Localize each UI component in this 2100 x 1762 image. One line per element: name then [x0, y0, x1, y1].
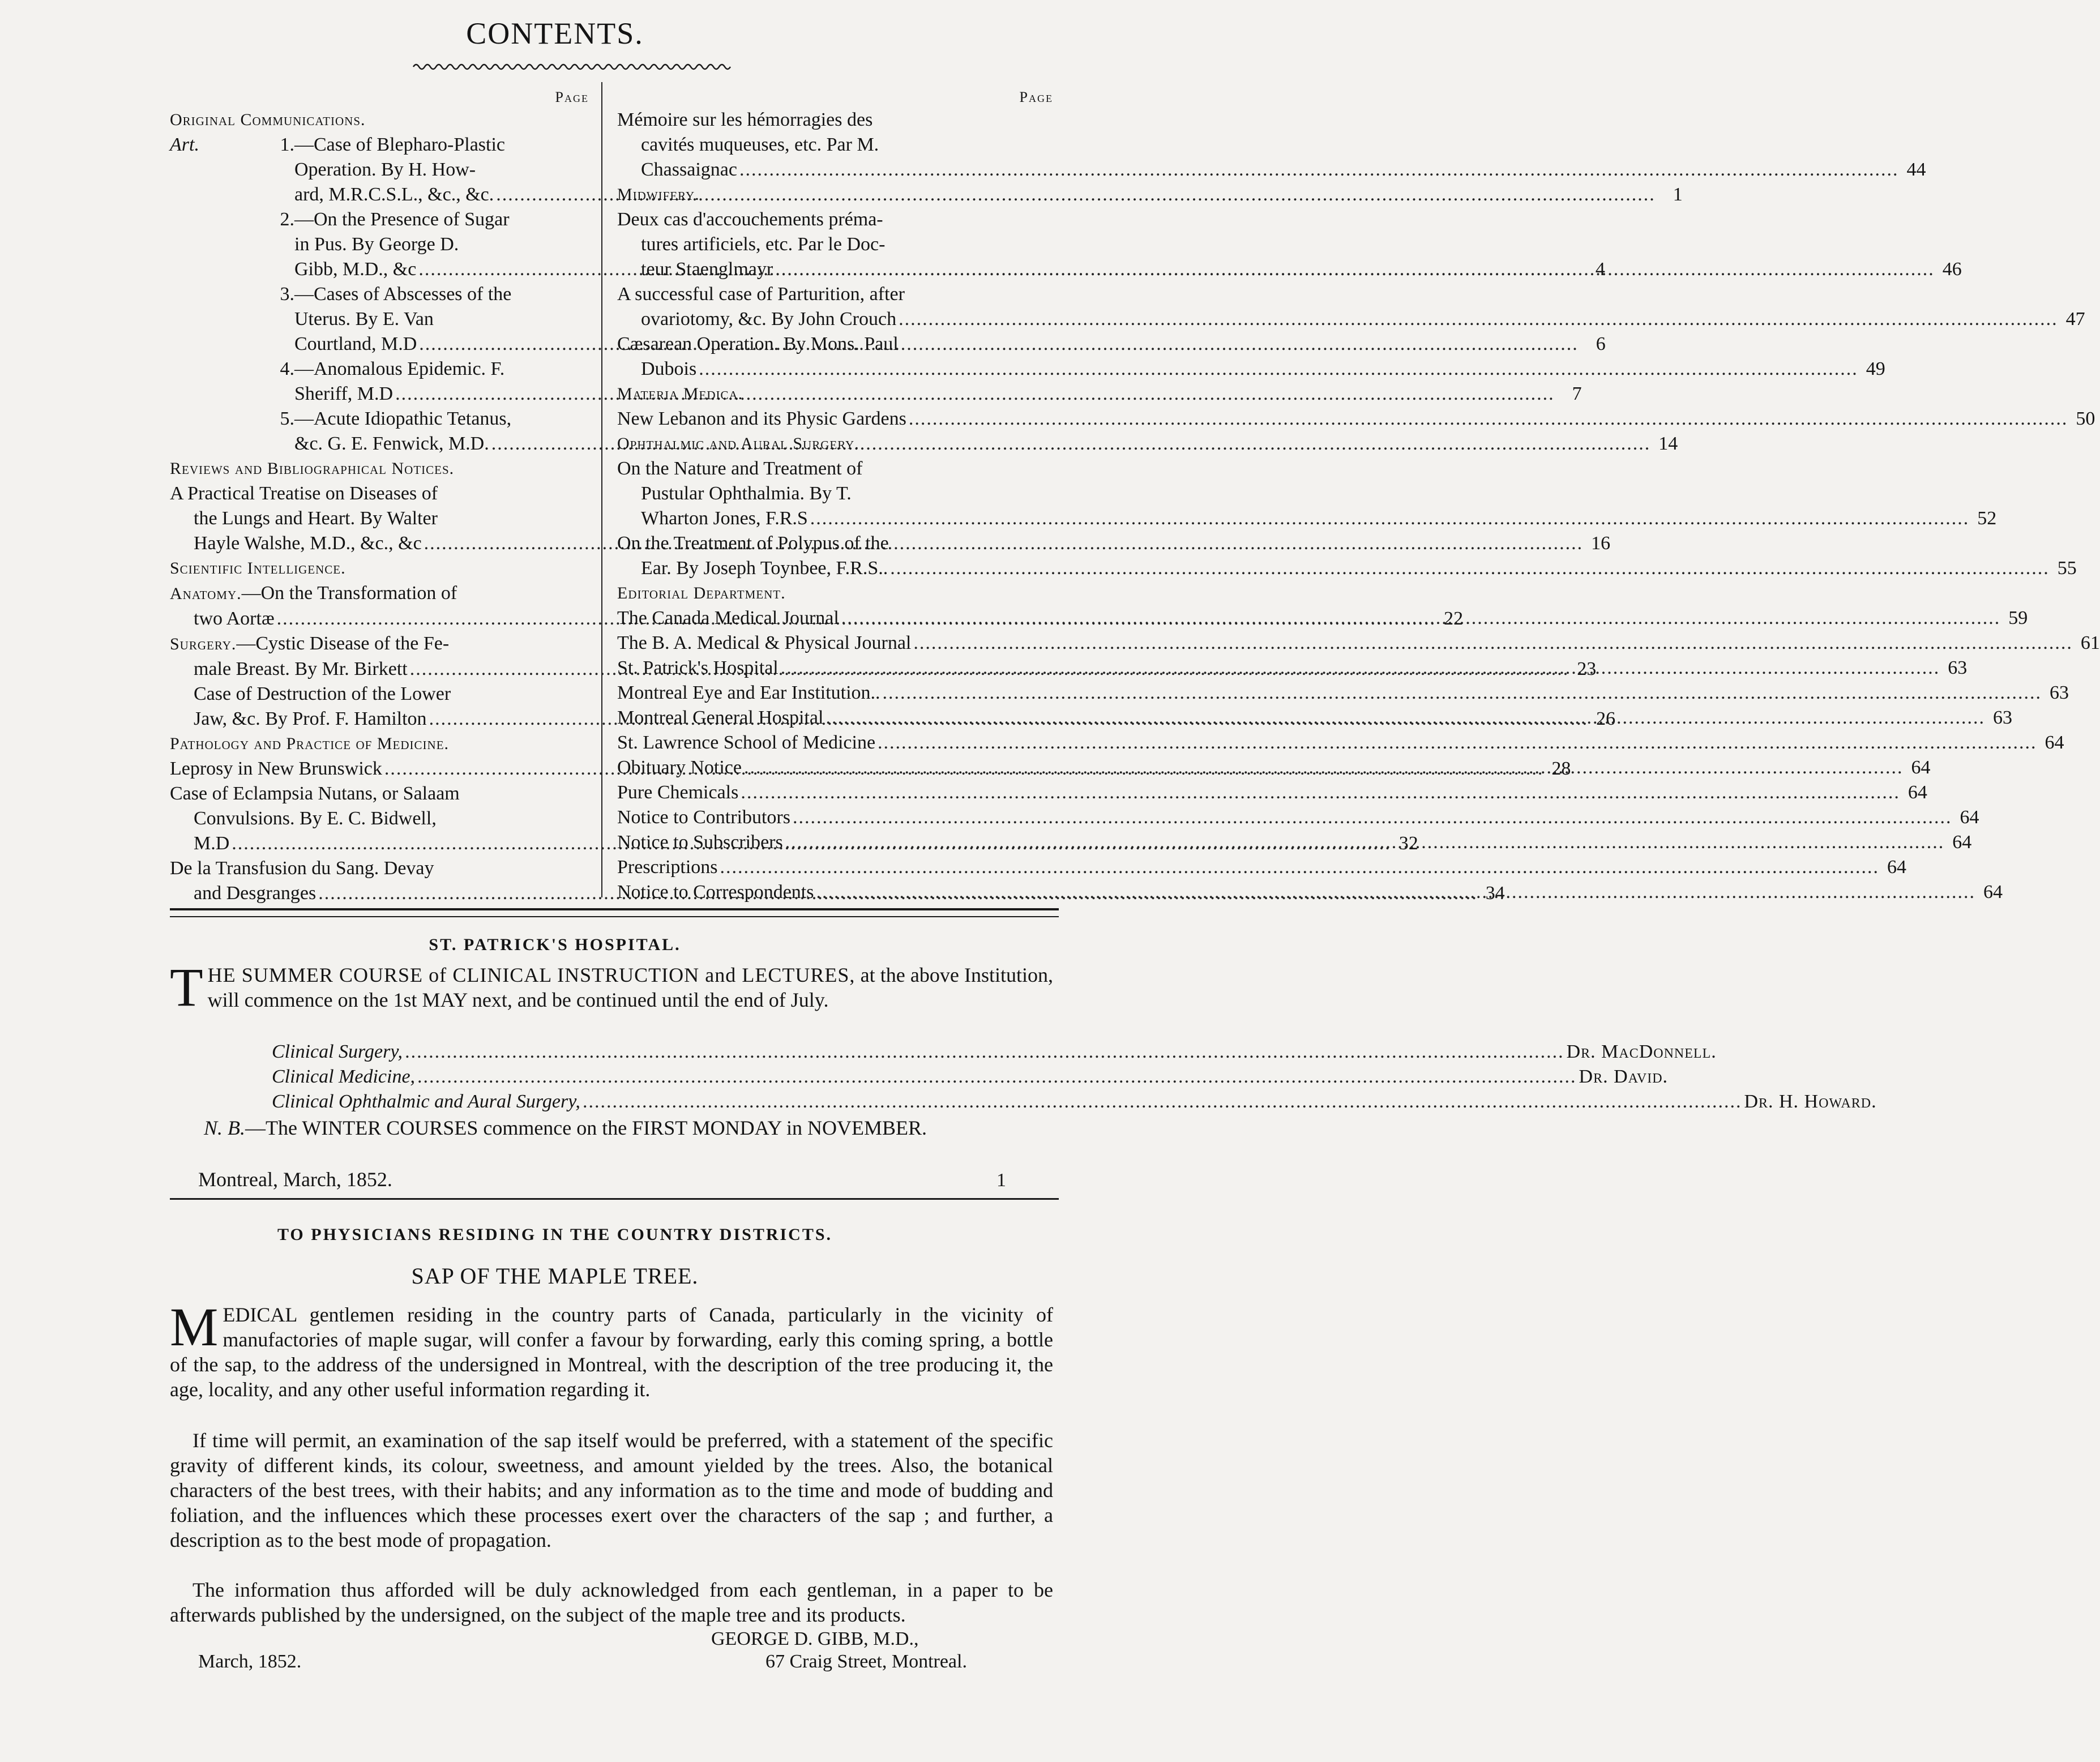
address: 67 Craig Street, Montreal.: [765, 1651, 967, 1672]
entry-text: St. Lawrence School of Medicine: [617, 732, 876, 753]
entry-text: Cæsarean Operation. By Mons. Paul: [617, 333, 899, 354]
entry-text: male Breast. By Mr. Birkett: [194, 658, 408, 679]
page-number: 64: [1887, 857, 1907, 878]
entry-text: The B. A. Medical & Physical Journal: [617, 632, 912, 653]
entry-text: Chassaignac: [641, 159, 737, 180]
wavy-rule: [413, 61, 730, 72]
entry-text: A successful case of Parturition, after: [617, 284, 905, 305]
page-title: CONTENTS.: [466, 16, 644, 50]
dot-leader: [899, 307, 2058, 332]
dot-leader: [909, 407, 2068, 431]
entry-text: Wharton Jones, F.R.S: [641, 508, 808, 529]
maple-date: March, 1852.: [198, 1651, 302, 1672]
entry-text: A Practical Treatise on Diseases of: [170, 483, 438, 504]
entry-text: Jaw, &c. By Prof. F. Hamilton: [194, 708, 427, 729]
dot-leader: [720, 855, 1880, 880]
nb-text: —The WINTER COURSES commence on the FIRST MONDAY in NOVEMBER.: [245, 1117, 927, 1139]
dot-leader: [793, 805, 1952, 830]
staff-list: [272, 1040, 1877, 1114]
entry-text: Gibb, M.D., &c: [294, 259, 417, 280]
section-heading: Scientific Intelligence.: [170, 559, 346, 578]
contents-entry: [617, 855, 1907, 880]
page-number: 47: [2065, 309, 2085, 330]
entry-text: On the Nature and Treatment of: [617, 458, 863, 479]
page-number: 63: [2050, 682, 2069, 703]
hospital-notice-body: [170, 957, 1053, 1017]
drop-cap: T: [170, 957, 203, 1017]
contents-entry: [617, 207, 1962, 282]
contents-entry: [617, 681, 2069, 705]
entry-text: Obituary Notice: [617, 757, 742, 778]
entry-text: Notice to Subscribers: [617, 832, 783, 853]
page-number: 26: [1596, 708, 1616, 729]
page-number: 28: [1551, 758, 1571, 779]
staff-row: Clinical Ophthalmic and Aural Surgery, ..... Dr. H. Howard.: [272, 1089, 1053, 1114]
page-number: 63: [1948, 657, 1968, 678]
entry-text: Sheriff, M.D: [294, 383, 394, 404]
contents-entry: [617, 282, 2085, 332]
dot-leader: [878, 730, 2037, 755]
entry-text: Dubois: [641, 358, 697, 379]
article-number: 2.: [280, 209, 294, 230]
section-heading: Editorial Department.: [617, 584, 786, 602]
entry-text: —Cases of Abscesses of the: [294, 284, 512, 305]
entry-text: —Case of Blepharo-Plastic: [294, 134, 506, 155]
entry-text: Uterus. By E. Van: [294, 309, 434, 330]
entry-text: St. Patrick's Hospital: [617, 657, 779, 678]
entry-text: Montreal General Hospital: [617, 707, 824, 728]
dot-leader: [781, 656, 1940, 681]
page-number: 44: [1906, 159, 1926, 180]
page-number: 52: [1977, 508, 1997, 529]
page-number: 34: [1485, 883, 1505, 904]
entry-text: &c. G. E. Fenwick, M.D.: [294, 433, 489, 454]
contents-entry: [617, 456, 1997, 531]
hospital-dateline: Montreal, March, 1852.: [198, 1168, 392, 1191]
article-number: 3.: [280, 284, 294, 305]
entry-text: Montreal Eye and Ear Institution..: [617, 682, 880, 703]
maple-para-1: M EDICAL gentlemen residing in the country parts of Canada, particularly in the vicinity of manufactories of maple sugar, will confer a favour by forwarding, early this coming spring, a bottle of the sap, to the address of the undersigned in Montreal, with the description of the tree producing it, the age, locality, and any other useful information regarding it.: [170, 1297, 1053, 1401]
contents-entry: [617, 730, 2064, 755]
staff-row: Clinical Surgery, ..... Dr. MacDonnell.: [272, 1040, 1053, 1064]
folio-number: 1: [996, 1170, 1006, 1191]
contents-entry: [617, 805, 1979, 830]
entry-text: M.D: [194, 833, 230, 854]
entry-text: in Pus. By George D.: [294, 234, 459, 255]
page-number: 32: [1398, 833, 1418, 854]
entry-text: —Acute Idiopathic Tetanus,: [294, 408, 512, 429]
dot-leader: [810, 506, 1970, 531]
entry-text: Operation. By H. How-: [294, 159, 476, 180]
staff-row: Clinical Medicine, ..... Dr. David.: [272, 1064, 1053, 1089]
article-number: 4.: [280, 358, 294, 379]
art-prefix: Art.: [170, 134, 199, 155]
contents-entry: [617, 631, 2100, 656]
dot-leader: [739, 157, 1899, 182]
dot-leader: [741, 780, 1900, 805]
entry-text: On the Treatment of Polypus of the: [617, 533, 889, 554]
entry-text: —Anomalous Epidemic. F.: [294, 358, 505, 379]
dot-leader: [785, 830, 1945, 855]
page-number: 16: [1591, 533, 1611, 554]
contents-entry: [617, 780, 1927, 805]
page-number: 64: [1911, 757, 1931, 778]
entry-text: Hayle Walshe, M.D., &c., &c: [194, 533, 422, 554]
contents-entry: [617, 108, 1926, 182]
dot-leader: [816, 880, 1976, 905]
entry-text: New Lebanon and its Physic Gardens: [617, 408, 906, 429]
section-heading: Midwifery.: [617, 185, 700, 204]
page-number: 59: [2008, 608, 2028, 628]
page-number: 23: [1577, 658, 1597, 679]
dot-leader: [890, 556, 2050, 581]
entry-text: Case of Destruction of the Lower: [194, 683, 451, 704]
entry-text: Ear. By Joseph Toynbee, F.R.S..: [641, 558, 888, 579]
entry-text: Pure Chemicals: [617, 782, 739, 803]
maple-para-3: The information thus afforded will be duly acknowledged from each gentleman, in a paper to be afterwards published by the undersigned, on the subject of the maple tree and its products.: [170, 1579, 1053, 1626]
dot-leader: [883, 681, 2042, 705]
page-number: 64: [1952, 832, 1972, 853]
entry-text: —On the Presence of Sugar: [294, 209, 510, 230]
subject-lead: Anatomy.: [170, 584, 242, 603]
entry-text: two Aortæ: [194, 608, 275, 629]
subject-lead: Surgery.: [170, 635, 237, 653]
page-number: 64: [2045, 732, 2064, 753]
entry-text: cavités muqueuses, etc. Par M.: [641, 134, 879, 155]
nb-label: N. B.: [204, 1117, 246, 1139]
hospital-heading: ST. PATRICK'S HOSPITAL.: [429, 935, 681, 954]
section-heading: Materia Medica.: [617, 384, 743, 403]
hospital-lead: HE SUMMER COURSE of CLINICAL INSTRUCTION and LECTURES,: [207, 964, 856, 986]
entry-text: tures artificiels, etc. Par le Doc-: [641, 234, 886, 255]
signature: GEORGE D. GIBB, M.D.,: [711, 1628, 919, 1649]
article-number: 5.: [280, 408, 294, 429]
page-number: 55: [2057, 558, 2077, 579]
entry-text: Pustular Ophthalmia. By T.: [641, 483, 852, 504]
page-number: 64: [1907, 782, 1927, 803]
entry-text: ovariotomy, &c. By John Crouch: [641, 309, 897, 330]
entry-text: and Desgranges: [194, 883, 317, 904]
entry-text: Case of Eclampsia Nutans, or Salaam: [170, 783, 460, 804]
entry-text: Prescriptions: [617, 857, 718, 878]
maple-subheading: SAP OF THE MAPLE TREE.: [411, 1263, 699, 1289]
dot-leader: [775, 257, 1935, 282]
page-number: 46: [1942, 259, 1962, 280]
entry-text: teur Staenglmayr: [641, 259, 773, 280]
section-divider: [170, 908, 1059, 917]
article-number: 1.: [280, 134, 294, 155]
section-divider: [170, 1198, 1059, 1200]
entry-text: Notice to Contributors: [617, 807, 790, 828]
page-column-label: Page: [1019, 89, 1053, 105]
page-number: 63: [1992, 707, 2012, 728]
entry-text: Leprosy in New Brunswick: [170, 758, 382, 779]
physicians-heading: TO PHYSICIANS RESIDING IN THE COUNTRY DISTRICTS.: [277, 1225, 833, 1244]
page-column-label: Page: [555, 89, 589, 105]
dot-leader: [913, 631, 2073, 656]
entry-text: —On the Transformation of: [241, 583, 457, 604]
entry-text: Notice to Correspondents: [617, 882, 814, 903]
section-heading: Original Communications.: [170, 110, 366, 129]
hospital-body: at the above Institution, will commence on the 1st MAY next, and be continued until the end of July.: [207, 964, 1053, 1011]
entry-text: Mémoire sur les hémorragies des: [617, 109, 873, 130]
entry-text: De la Transfusion du Sang. Devay: [170, 858, 434, 879]
dot-leader: [699, 357, 1858, 382]
dot-leader: [841, 606, 2001, 631]
page-number: 64: [1983, 882, 2003, 903]
page-number: 61: [2080, 632, 2100, 653]
entry-text: the Lungs and Heart. By Walter: [194, 508, 438, 529]
page-number: 22: [1444, 608, 1464, 629]
page-number: 50: [2076, 408, 2095, 429]
contents-entry: [617, 332, 1885, 382]
drop-cap: M: [170, 1297, 219, 1357]
page-number: 64: [1960, 807, 1979, 828]
entry-text: Deux cas d'accouchements préma-: [617, 209, 883, 230]
page-number: 6: [1596, 333, 1606, 354]
entry-text: Convulsions. By E. C. Bidwell,: [194, 808, 437, 829]
page-number: 49: [1866, 358, 1885, 379]
nb-note: [170, 1115, 1053, 1140]
entry-text: —Cystic Disease of the Fe-: [236, 633, 450, 654]
contents-entry: [617, 407, 2095, 431]
page-number: 7: [1572, 383, 1582, 404]
dot-leader: [744, 755, 1904, 780]
page-number: 4: [1595, 259, 1605, 280]
section-heading: Reviews and Bibliographical Notices.: [170, 459, 455, 478]
entry-text: Courtland, M.D: [294, 333, 417, 354]
maple-para-2: If time will permit, an examination of the sap itself would be preferred, with a statement of the specific gravity of different kinds, its colour, sweetness, and amount yielded by the trees. Also, the botanical characters of the best trees, with their habits; and any information as to the time and mode of budding and foliation, and the influences which these processes exert over the characters of the sap ; and further, a description as to the best mode of propagation.: [170, 1429, 1053, 1551]
section-heading: Pathology and Practice of Medicine.: [170, 734, 450, 753]
dot-leader: [826, 705, 1985, 730]
section-heading: Ophthalmic and Aural Surgery.: [617, 434, 859, 453]
entry-text: The Canada Medical Journal: [617, 608, 839, 628]
page-number: 14: [1658, 433, 1678, 454]
page-number: 1: [1673, 184, 1683, 205]
entry-text: ard, M.R.C.S.L., &c., &c.: [294, 184, 494, 205]
